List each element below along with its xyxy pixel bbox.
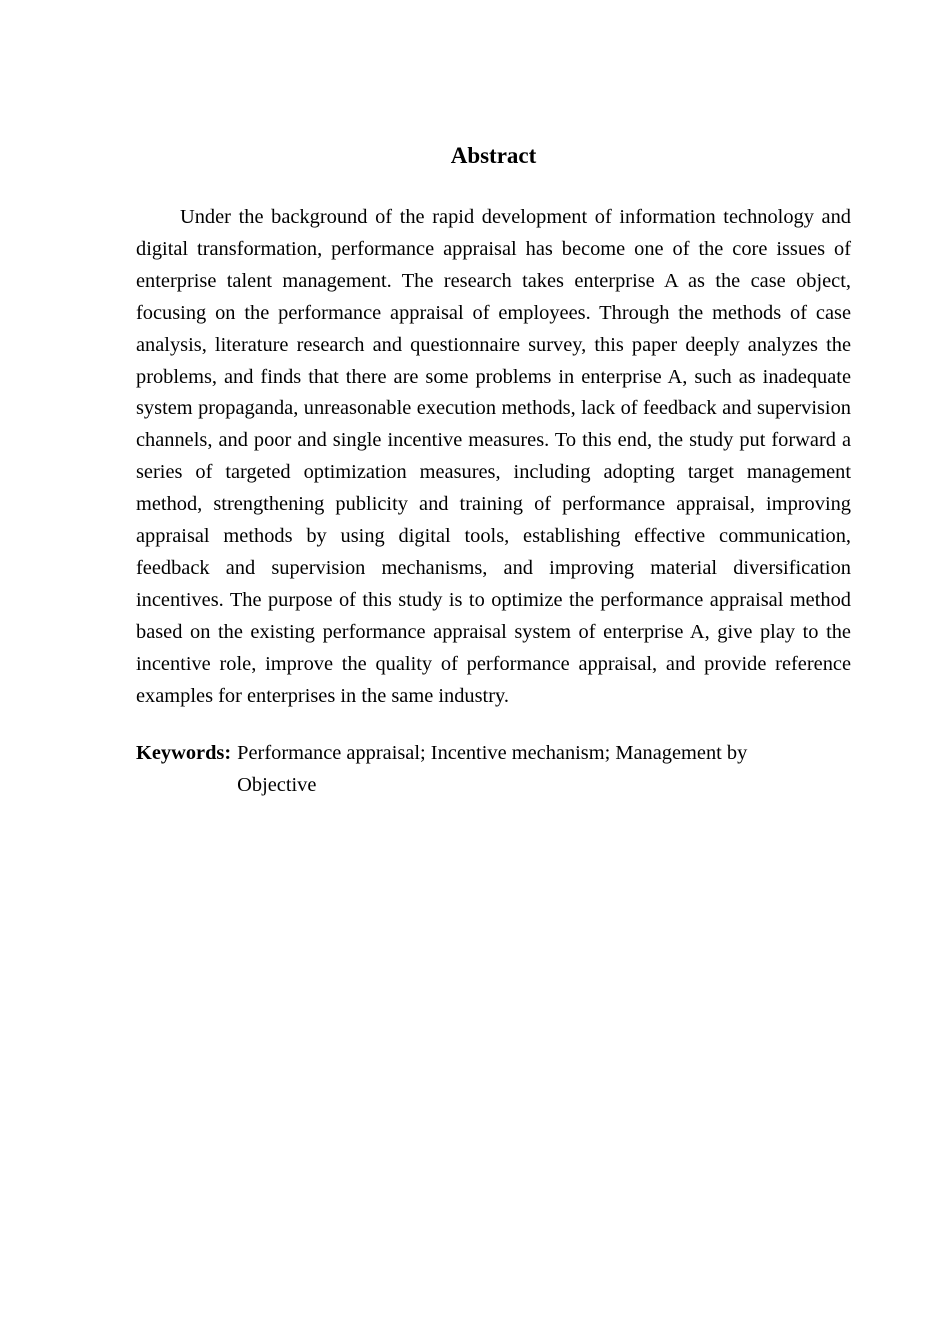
- keywords-line: [136, 737, 851, 801]
- abstract-body: Under the background of the rapid development of information technology and digital transformation, performance appraisal has become one of the core issues of enterprise talent management. The research takes enterprise A as the case object, focusing on the performance appraisal of employees. Through the methods of case analysis, literature research and questionnaire survey, this paper deeply analyzes the problems, and finds that there are some problems in enterprise A, such as inadequate system propaganda, unreasonable execution methods, lack of feedback and supervision channels, and poor and single incentive measures. To this end, the study put forward a series of targeted optimization measures, including adopting target management method, strengthening publicity and training of performance appraisal, improving appraisal methods by using digital tools, establishing effective communication, feedback and supervision mechanisms, and improving material diversification incentives. The purpose of this study is to optimize the performance appraisal method based on the existing performance appraisal system of enterprise A, give play to the incentive role, improve the quality of performance appraisal, and provide reference examples for enterprises in the same industry.: [136, 206, 851, 707]
- abstract-section: [136, 138, 851, 801]
- keywords-label: Keywords:: [136, 741, 232, 764]
- keywords-text: Performance appraisal; Incentive mechanism; Management by Objective: [237, 741, 748, 796]
- abstract-title: Abstract: [450, 143, 537, 168]
